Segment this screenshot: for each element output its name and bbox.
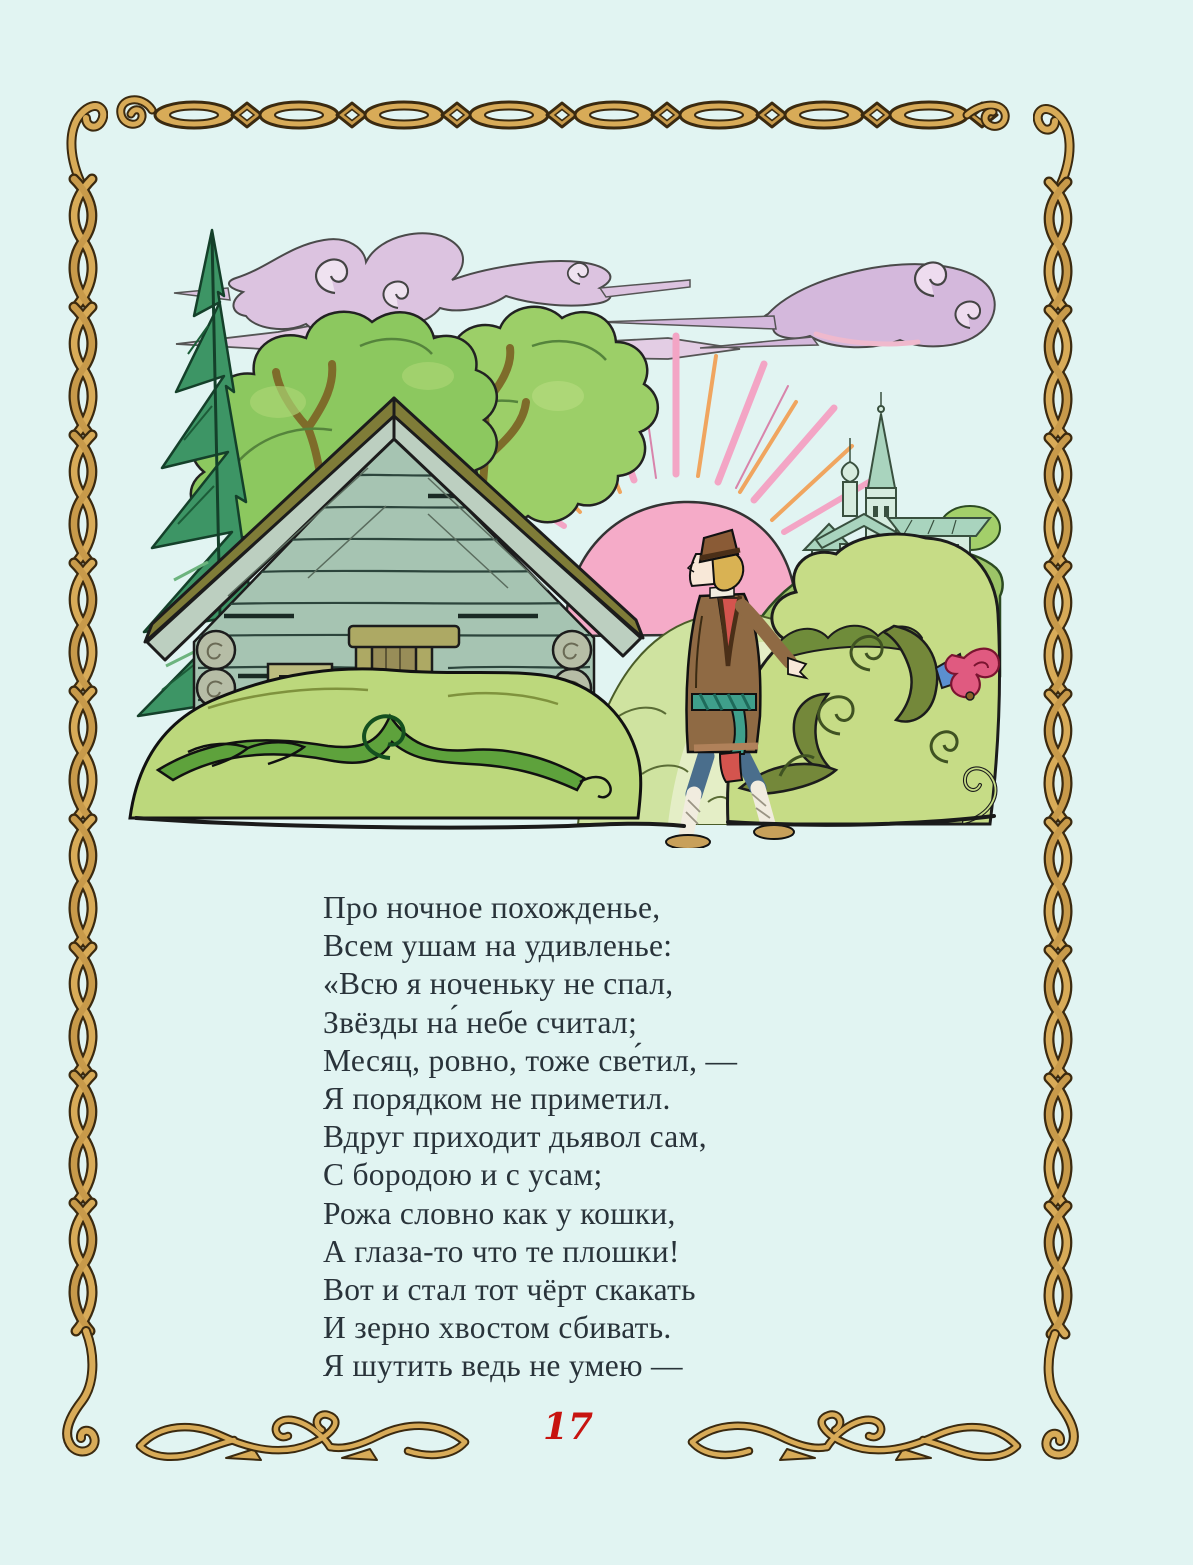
poem-line: Рожа словно как у кошки, bbox=[323, 1195, 676, 1231]
illustration bbox=[128, 196, 1006, 848]
bottom-left-flourish bbox=[130, 1406, 475, 1468]
poem-line: Я шутить ведь не умею — bbox=[323, 1348, 683, 1384]
poem-line: Вот и стал тот чёрт скакать bbox=[323, 1272, 696, 1308]
bottom-right-flourish bbox=[682, 1406, 1027, 1468]
poem-line: Звёзды на́ небе считал; bbox=[323, 1004, 638, 1040]
poem-line: Всем ушам на удивленье: bbox=[323, 928, 673, 964]
top-chain-border bbox=[112, 90, 1017, 140]
poem-line: «Всю я ноченьку не спал, bbox=[323, 966, 674, 1002]
poem-line: Про ночное похожденье, bbox=[323, 890, 661, 925]
left-rope-border bbox=[58, 95, 108, 1457]
poem-line: Вдруг приходит дьявол сам, bbox=[323, 1119, 707, 1155]
right-rope-border bbox=[1033, 98, 1083, 1460]
page-number: 17 bbox=[542, 1406, 594, 1448]
poem-line: А глаза-то что те плошки! bbox=[323, 1233, 680, 1269]
poem-line: Я порядком не приметил. bbox=[323, 1081, 671, 1117]
poem bbox=[323, 889, 737, 1386]
poem-line: С бородою и с усам; bbox=[323, 1157, 603, 1193]
poem-line: И зерно хвостом сбивать. bbox=[323, 1310, 672, 1346]
poem-line: Месяц, ровно, тоже све́тил, — bbox=[323, 1042, 738, 1078]
